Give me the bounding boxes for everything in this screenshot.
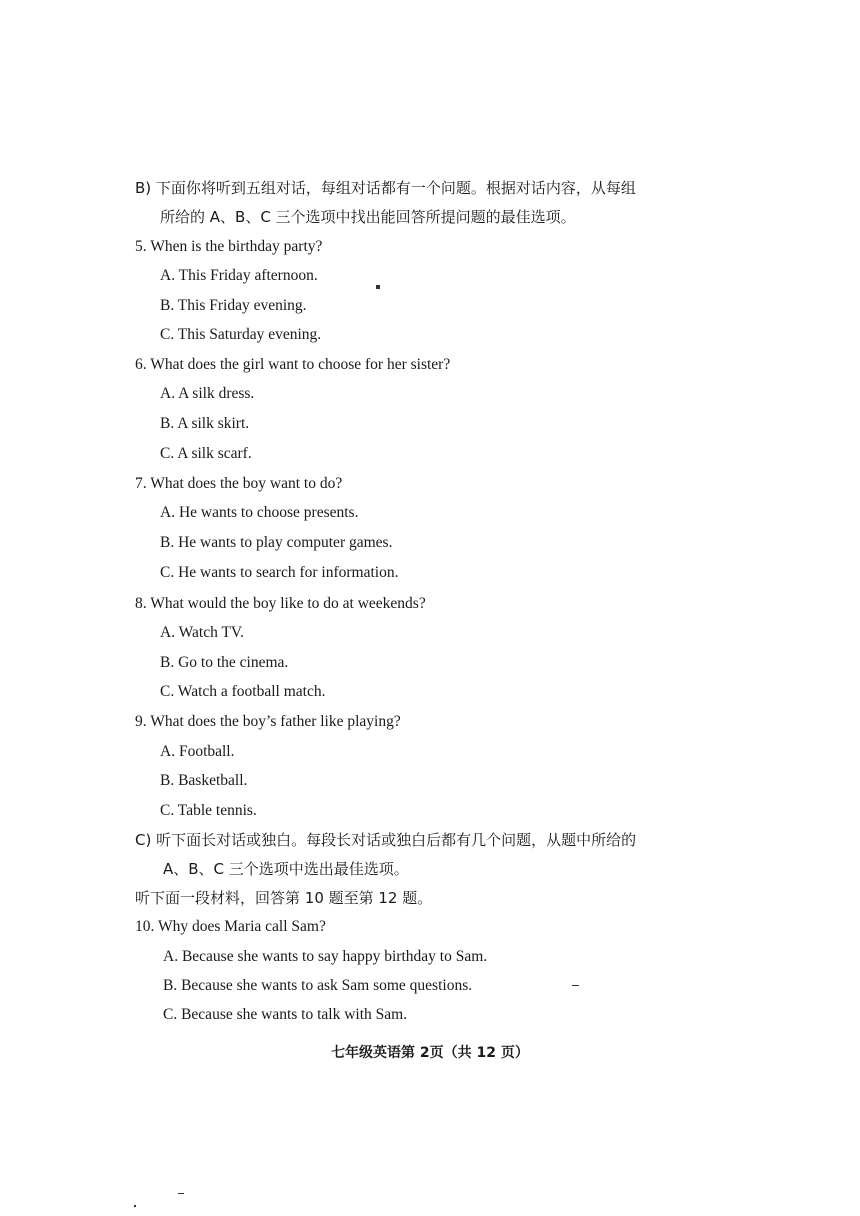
question-option: B. Because she wants to ask Sam some questions.	[163, 977, 473, 994]
question-option: C. A silk scarf.	[160, 445, 252, 462]
question-option: A. Watch TV.	[160, 624, 245, 641]
question-option: C. Table tennis.	[160, 802, 257, 819]
section-b-instruction-line2: 所给的 A、B、C 三个选项中找出能回答所提问题的最佳选项。	[160, 208, 576, 226]
question-option: B. Basketball.	[160, 772, 248, 789]
page-footer: 七年级英语第 2页（共 12 页）	[331, 1045, 529, 1061]
question-option: B. Go to the cinema.	[160, 654, 289, 671]
question-option: A. Because she wants to say happy birthday to Sam.	[163, 948, 488, 965]
question-option: C. This Saturday evening.	[160, 326, 322, 343]
question-stem: 7. What does the boy want to do?	[135, 475, 343, 492]
material-note: 听下面一段材料，回答第 10 题至第 12 题。	[135, 889, 433, 907]
question-stem: 8. What would the boy like to do at weekends?	[135, 595, 426, 612]
question-option: A. Football.	[160, 743, 235, 760]
question-option: B. This Friday evening.	[160, 297, 307, 314]
question-option: A. A silk dress.	[160, 385, 255, 402]
question-option: A. He wants to choose presents.	[160, 504, 359, 521]
scan-speck	[134, 1205, 136, 1207]
question-stem: 5. When is the birthday party?	[135, 238, 323, 255]
section-b-instruction-line1: B) 下面你将听到五组对话，每组对话都有一个问题。根据对话内容，从每组	[135, 179, 636, 197]
scan-speck	[376, 285, 380, 289]
question-option: C. He wants to search for information.	[160, 564, 399, 581]
question-option: A. This Friday afternoon.	[160, 267, 318, 284]
question-option: B. He wants to play computer games.	[160, 534, 393, 551]
question-stem: 9. What does the boy’s father like playing?	[135, 713, 401, 730]
scan-speck	[178, 1193, 184, 1194]
question-stem: 6. What does the girl want to choose for her sister?	[135, 356, 451, 373]
scan-speck	[572, 985, 579, 986]
question-stem: 10. Why does Maria call Sam?	[135, 918, 326, 935]
section-c-instruction-line1: C) 听下面长对话或独白。每段长对话或独白后都有几个问题，从题中所给的	[135, 831, 637, 849]
section-c-instruction-line2: A、B、C 三个选项中选出最佳选项。	[163, 860, 409, 878]
question-option: C. Watch a football match.	[160, 683, 326, 700]
question-option: B. A silk skirt.	[160, 415, 250, 432]
question-option: C. Because she wants to talk with Sam.	[163, 1006, 408, 1023]
